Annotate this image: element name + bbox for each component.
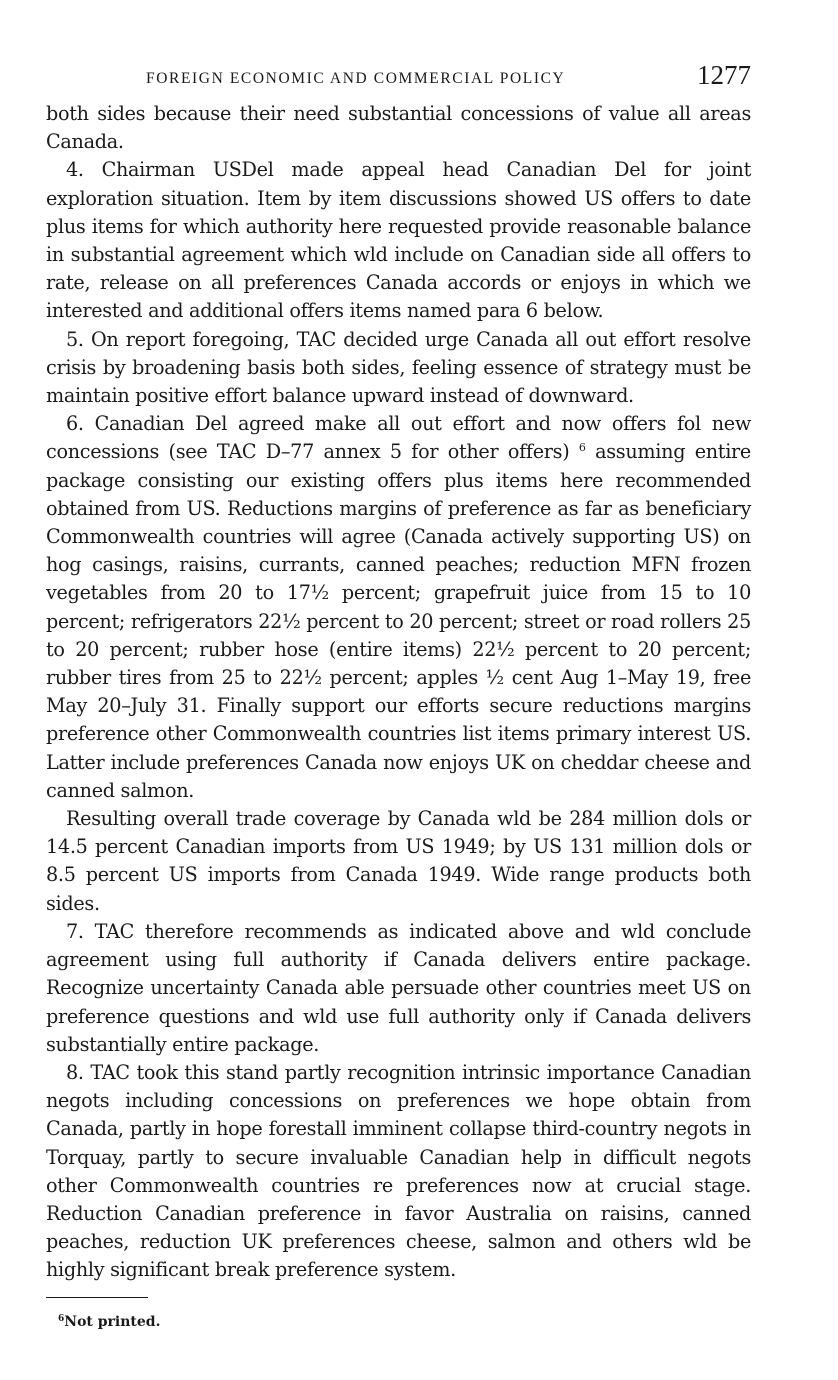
running-head: [46, 60, 751, 100]
footnote-marker: 6: [58, 1313, 65, 1324]
paragraph-6: [46, 410, 751, 805]
footnote: [58, 1314, 751, 1330]
body-text: [46, 100, 751, 1285]
paragraph-coverage: Resulting overall trade coverage by Canada wld be 284 million dols or 14.5 percent Canadian imports from US 1949; by US 131 million dols or 8.5 percent US imports from Canada 1949. Wide range products both sides.: [46, 807, 751, 915]
paragraph-6-text-a: 6. Canadian Del agreed make all out effort and now offers fol new concessions (see TAC D–77 annex 5 for other offers): [46, 412, 751, 464]
paragraph-8: 8. TAC took this stand partly recognition intrinsic importance Canadian negots including concessions on preferences we hope obtain from Canada, partly in hope forestall imminent collapse third-country negots in Torquay, partly to secure invaluable Canadian help in difficult negots other Commonwealth countries re preferences now at crucial stage. Reduction Canadian preference in favor Australia on raisins, canned peaches, reduction UK preferences cheese, salmon and others wld be highly significant break preference system.: [46, 1060, 751, 1282]
footnote-text: Not printed.: [64, 1313, 161, 1330]
paragraph-7: 7. TAC therefore recommends as indicated above and wld conclude agreement using full authority if Canada delivers entire package. Recognize uncertainty Canada able persuade other countries meet US on preference questions and wld use full authority only if Canada delivers substantially entire package.: [46, 919, 751, 1056]
paragraph-4: 4. Chairman USDel made appeal head Canadian Del for joint exploration situation. Item by item discussions showed US offers to date plus items for which authority here requested provide reasonable balance in substantial agreement which wld include on Canadian side all offers to rate, release on all preferences Canada accords or enjoys in which we interested and additional offers items named para 6 below.: [46, 158, 751, 323]
document-page: [46, 60, 751, 1330]
footnote-rule: [46, 1297, 148, 1298]
running-title: FOREIGN ECONOMIC AND COMMERCIAL POLICY: [146, 70, 566, 87]
page-number: 1277: [697, 60, 751, 90]
paragraph-continued: both sides because their need substantial concessions of value all areas Canada.: [46, 102, 751, 154]
paragraph-5: 5. On report foregoing, TAC decided urge Canada all out effort resolve crisis by broadening basis both sides, feeling essence of strategy must be maintain positive effort balance upward instead of downward.: [46, 327, 751, 408]
paragraph-6-text-b: assuming entire package consisting our existing offers plus items here recommended obtained from US. Reductions margins of preference as far as beneficiary Commonwealth countries will agree (Canada actively supporting US) on hog casings, raisins, currants, canned peaches; reduction MFN frozen vegetables from 20 to 17½ percent; grapefruit juice from 15 to 10 percent; refrigerators 22½ percent to 20 percent; street or road rollers 25 to 20 percent; rubber hose (entire items) 22½ percent to 20 percent; rubber tires from 25 to 22½ percent; apples ½ cent Aug 1–May 19, free May 20–July 31. Finally support our efforts secure reductions margins preference other Commonwealth countries list items primary interest US. Latter include preferences Canada now enjoys UK on cheddar cheese and canned salmon.: [46, 440, 751, 802]
footnote-reference: 6: [578, 441, 586, 455]
